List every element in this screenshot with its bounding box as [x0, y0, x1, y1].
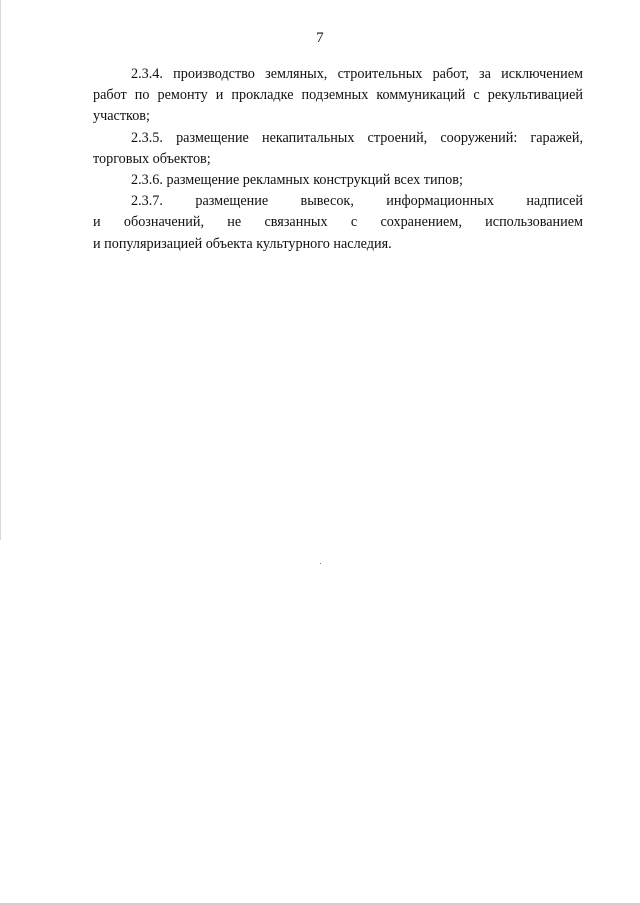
- clause-line: 2.3.6. размещение рекламных конструкций всех типов;: [131, 172, 463, 189]
- page-number: 7: [316, 30, 324, 46]
- clause-line: 2.3.5. размещение некапитальных строений, сооружений: гаражей,: [131, 129, 583, 146]
- clause-line: 2.3.4. производство земляных, строительных работ, за исключением: [131, 66, 583, 82]
- clause-line: 2.3.7. размещение вывесок, информационных надписей: [131, 193, 583, 210]
- scan-edge-left: [0, 0, 1, 540]
- clause-2-3-5: [93, 128, 583, 170]
- clause-line: и обозначений, не связанных с сохранением, использованием: [93, 214, 583, 231]
- clause-2-3-4: [93, 64, 583, 128]
- scan-speck: [320, 563, 321, 564]
- clause-2-3-6: [93, 170, 583, 191]
- clause-2-3-7: [93, 191, 583, 255]
- clause-line: работ по ремонту и прокладке подземных коммуникаций с рекультивацией: [93, 87, 583, 104]
- document-body: [93, 64, 583, 255]
- clause-line: участков;: [93, 108, 150, 125]
- clause-line: торговых объектов;: [93, 150, 211, 167]
- clause-line: и популяризацией объекта культурного наследия.: [93, 235, 392, 252]
